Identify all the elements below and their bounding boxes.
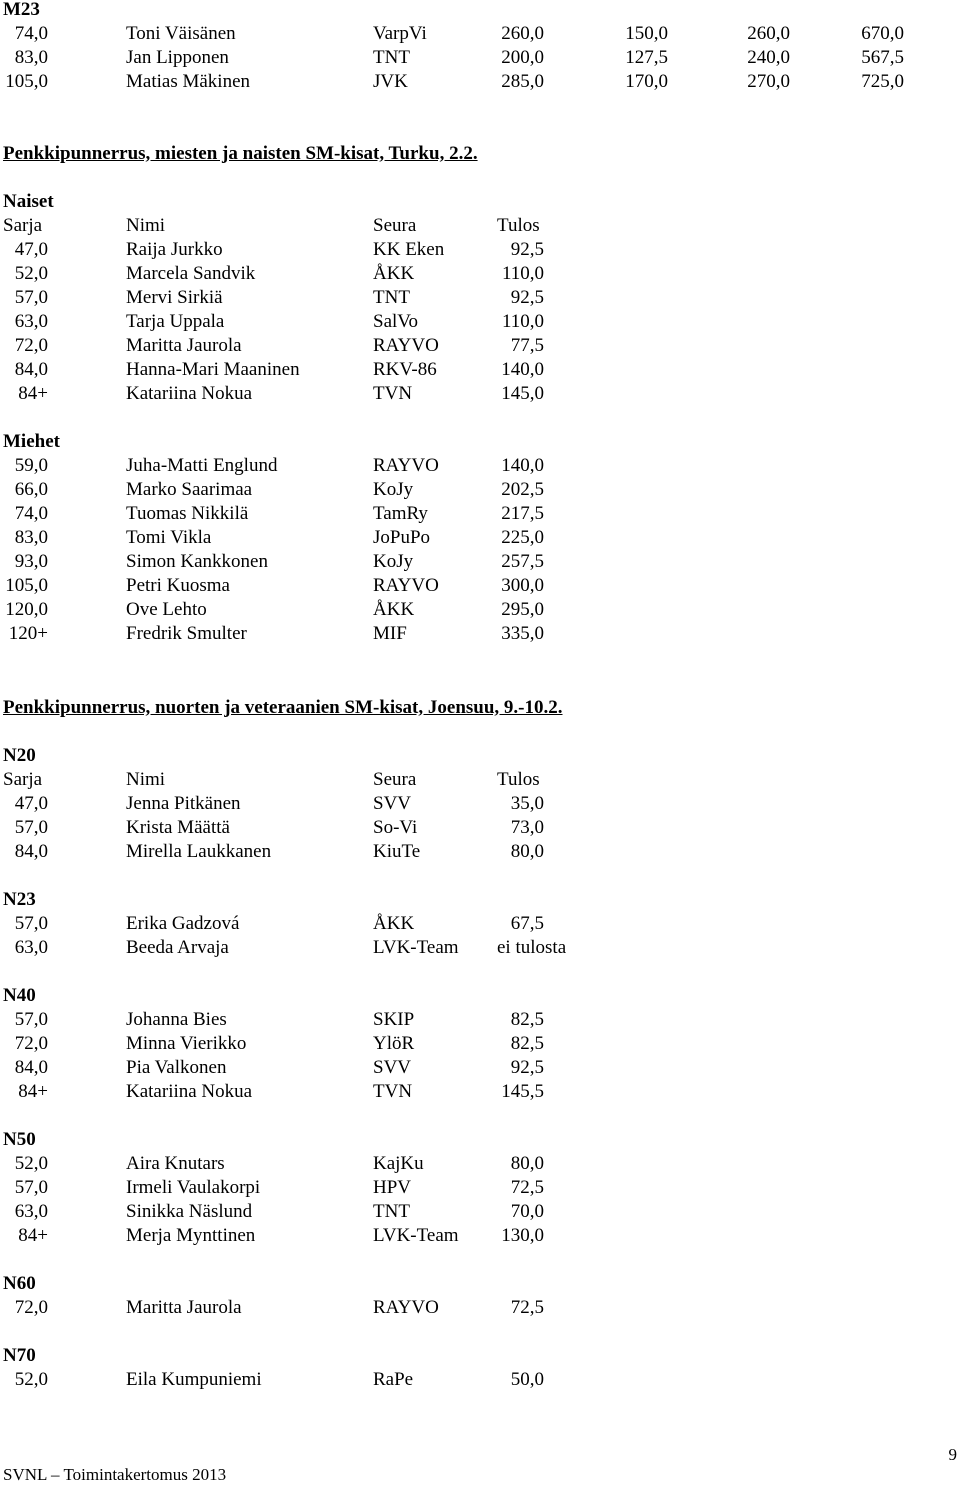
club-name: SKIP: [373, 1009, 415, 1030]
weight-class: 105,0: [5, 71, 48, 92]
athlete-name: Marcela Sandvik: [126, 263, 256, 284]
weight-class: 52,0: [14, 1153, 48, 1174]
athlete-name: Matias Mäkinen: [126, 71, 251, 92]
club-name: TamRy: [373, 503, 428, 524]
result-value: 82,5: [510, 1033, 544, 1054]
athlete-name: Juha-Matti Englund: [126, 455, 278, 476]
result-value: 130,0: [501, 1225, 544, 1246]
weight-class: 83,0: [14, 47, 48, 68]
club-name: RAYVO: [373, 1297, 439, 1318]
group-label: N60: [3, 1273, 36, 1294]
athlete-name: Tarja Uppala: [126, 311, 225, 332]
weight-class: 57,0: [14, 913, 48, 934]
club-name: TVN: [373, 1081, 413, 1102]
result-value: 67,5: [510, 913, 544, 934]
athlete-name: Aira Knutars: [126, 1153, 225, 1174]
weight-class: 57,0: [14, 1009, 48, 1030]
club-name: RaPe: [373, 1369, 414, 1390]
athlete-name: Beeda Arvaja: [126, 937, 229, 958]
weight-class: 84,0: [14, 359, 48, 380]
club-name: LVK-Team: [373, 1225, 459, 1246]
weight-class: 72,0: [14, 335, 48, 356]
weight-class: 63,0: [14, 311, 48, 332]
result-squat: 200,0: [501, 47, 544, 68]
club-name: SalVo: [373, 311, 419, 332]
header-sarja: Sarja: [3, 215, 43, 236]
group-label: N23: [3, 889, 36, 910]
result-value: 50,0: [510, 1369, 544, 1390]
weight-class: 57,0: [14, 817, 48, 838]
section-label-m23: M23: [3, 0, 40, 20]
weight-class: 84+: [18, 1225, 48, 1246]
club-name: LVK-Team: [373, 937, 459, 958]
weight-class: 47,0: [14, 793, 48, 814]
club-name: YlöR: [373, 1033, 415, 1054]
result-value: 140,0: [501, 455, 544, 476]
result-value: 72,5: [510, 1297, 544, 1318]
result-value: 80,0: [510, 841, 544, 862]
athlete-name: Pia Valkonen: [126, 1057, 227, 1078]
athlete-name: Katariina Nokua: [126, 1081, 253, 1102]
group-label: N40: [3, 985, 36, 1006]
club-name: ÅKK: [373, 913, 415, 934]
result-total: 725,0: [861, 71, 904, 92]
result-value: 35,0: [510, 793, 544, 814]
weight-class: 59,0: [14, 455, 48, 476]
weight-class: 74,0: [14, 503, 48, 524]
result-value: 257,5: [501, 551, 544, 572]
athlete-name: Tomi Vikla: [126, 527, 212, 548]
club-name: KK Eken: [373, 239, 445, 260]
result-value: 82,5: [510, 1009, 544, 1030]
result-deadlift: 270,0: [747, 71, 790, 92]
weight-class: 120,0: [5, 599, 48, 620]
competition-title-turku: Penkkipunnerrus, miesten ja naisten SM-kisat, Turku, 2.2.: [3, 143, 478, 164]
club-name: MIF: [373, 623, 407, 644]
result-value: 110,0: [501, 263, 544, 284]
club-name: KajKu: [373, 1153, 424, 1174]
header-seura: Seura: [373, 215, 417, 236]
athlete-name: Irmeli Vaulakorpi: [126, 1177, 261, 1198]
weight-class: 84,0: [14, 841, 48, 862]
result-value: 72,5: [510, 1177, 544, 1198]
result-value: ei tulosta: [497, 937, 567, 958]
result-value: 202,5: [501, 479, 544, 500]
club-name: HPV: [373, 1177, 412, 1198]
club-name: ÅKK: [373, 599, 415, 620]
club-name: TNT: [373, 287, 410, 308]
club-name: TNT: [373, 1201, 410, 1222]
page-number: 9: [948, 1445, 957, 1464]
club-name: RKV-86: [373, 359, 437, 380]
weight-class: 57,0: [14, 287, 48, 308]
result-value: 225,0: [501, 527, 544, 548]
result-deadlift: 240,0: [747, 47, 790, 68]
header-tulos: Tulos: [497, 769, 540, 790]
weight-class: 83,0: [14, 527, 48, 548]
group-label: N50: [3, 1129, 36, 1150]
header-seura: Seura: [373, 769, 417, 790]
club-name: KiuTe: [373, 841, 421, 862]
weight-class: 74,0: [14, 23, 48, 44]
weight-class: 93,0: [14, 551, 48, 572]
group-label: N70: [3, 1345, 36, 1366]
athlete-name: Petri Kuosma: [126, 575, 230, 596]
weight-class: 120+: [8, 623, 48, 644]
result-value: 140,0: [501, 359, 544, 380]
result-value: 110,0: [501, 311, 544, 332]
result-bench: 127,5: [625, 47, 668, 68]
weight-class: 63,0: [14, 937, 48, 958]
result-bench: 170,0: [625, 71, 668, 92]
result-value: 145,5: [501, 1081, 544, 1102]
result-value: 335,0: [501, 623, 544, 644]
group-label: N20: [3, 745, 36, 766]
athlete-name: Katariina Nokua: [126, 383, 253, 404]
section-label-naiset: Naiset: [3, 191, 54, 212]
athlete-name: Johanna Bies: [126, 1009, 227, 1030]
weight-class: 72,0: [14, 1297, 48, 1318]
result-value: 217,5: [501, 503, 544, 524]
result-value: 92,5: [510, 1057, 544, 1078]
athlete-name: Tuomas Nikkilä: [126, 503, 249, 524]
result-value: 92,5: [510, 239, 544, 260]
weight-class: 84+: [18, 383, 48, 404]
weight-class: 52,0: [14, 263, 48, 284]
result-squat: 285,0: [501, 71, 544, 92]
athlete-name: Marko Saarimaa: [126, 479, 253, 500]
athlete-name: Krista Määttä: [126, 817, 230, 838]
weight-class: 57,0: [14, 1177, 48, 1198]
weight-class: 52,0: [14, 1369, 48, 1390]
weight-class: 84,0: [14, 1057, 48, 1078]
athlete-name: Eila Kumpuniemi: [126, 1369, 262, 1390]
weight-class: 47,0: [14, 239, 48, 260]
result-value: 77,5: [510, 335, 544, 356]
club-name: VarpVi: [373, 23, 427, 44]
athlete-name: Sinikka Näslund: [126, 1201, 253, 1222]
athlete-name: Mirella Laukkanen: [126, 841, 272, 862]
weight-class: 63,0: [14, 1201, 48, 1222]
result-value: 92,5: [510, 287, 544, 308]
athlete-name: Simon Kankkonen: [126, 551, 268, 572]
footer-text: SVNL – Toimintakertomus 2013: [3, 1465, 227, 1484]
result-bench: 150,0: [625, 23, 668, 44]
club-name: KoJy: [373, 479, 414, 500]
club-name: ÅKK: [373, 263, 415, 284]
club-name: RAYVO: [373, 335, 439, 356]
header-nimi: Nimi: [126, 215, 166, 236]
club-name: TVN: [373, 383, 413, 404]
club-name: KoJy: [373, 551, 414, 572]
weight-class: 84+: [18, 1081, 48, 1102]
result-value: 70,0: [510, 1201, 544, 1222]
competition-title-joensuu: Penkkipunnerrus, nuorten ja veteraanien SM-kisat, Joensuu, 9.-10.2.: [3, 697, 563, 718]
club-name: RAYVO: [373, 575, 439, 596]
section-label-miehet: Miehet: [3, 431, 60, 452]
club-name: SVV: [373, 1057, 412, 1078]
club-name: So-Vi: [373, 817, 418, 838]
result-deadlift: 260,0: [747, 23, 790, 44]
result-value: 80,0: [510, 1153, 544, 1174]
athlete-name: Toni Väisänen: [126, 23, 236, 44]
athlete-name: Maritta Jaurola: [126, 335, 242, 356]
header-tulos: Tulos: [497, 215, 540, 236]
athlete-name: Jenna Pitkänen: [126, 793, 241, 814]
weight-class: 72,0: [14, 1033, 48, 1054]
athlete-name: Merja Mynttinen: [126, 1225, 256, 1246]
athlete-name: Raija Jurkko: [126, 239, 223, 260]
result-value: 73,0: [510, 817, 544, 838]
result-value: 145,0: [501, 383, 544, 404]
club-name: JVK: [373, 71, 408, 92]
athlete-name: Maritta Jaurola: [126, 1297, 242, 1318]
weight-class: 66,0: [14, 479, 48, 500]
athlete-name: Ove Lehto: [126, 599, 207, 620]
club-name: SVV: [373, 793, 412, 814]
athlete-name: Fredrik Smulter: [126, 623, 247, 644]
result-total: 567,5: [861, 47, 904, 68]
result-value: 295,0: [501, 599, 544, 620]
result-value: 300,0: [501, 575, 544, 596]
header-nimi: Nimi: [126, 769, 166, 790]
result-total: 670,0: [861, 23, 904, 44]
club-name: RAYVO: [373, 455, 439, 476]
athlete-name: Hanna-Mari Maaninen: [126, 359, 300, 380]
athlete-name: Minna Vierikko: [126, 1033, 247, 1054]
header-sarja: Sarja: [3, 769, 43, 790]
athlete-name: Mervi Sirkiä: [126, 287, 223, 308]
result-squat: 260,0: [501, 23, 544, 44]
athlete-name: Jan Lipponen: [126, 47, 229, 68]
club-name: TNT: [373, 47, 410, 68]
athlete-name: Erika Gadzová: [126, 913, 240, 934]
weight-class: 105,0: [5, 575, 48, 596]
club-name: JoPuPo: [373, 527, 431, 548]
